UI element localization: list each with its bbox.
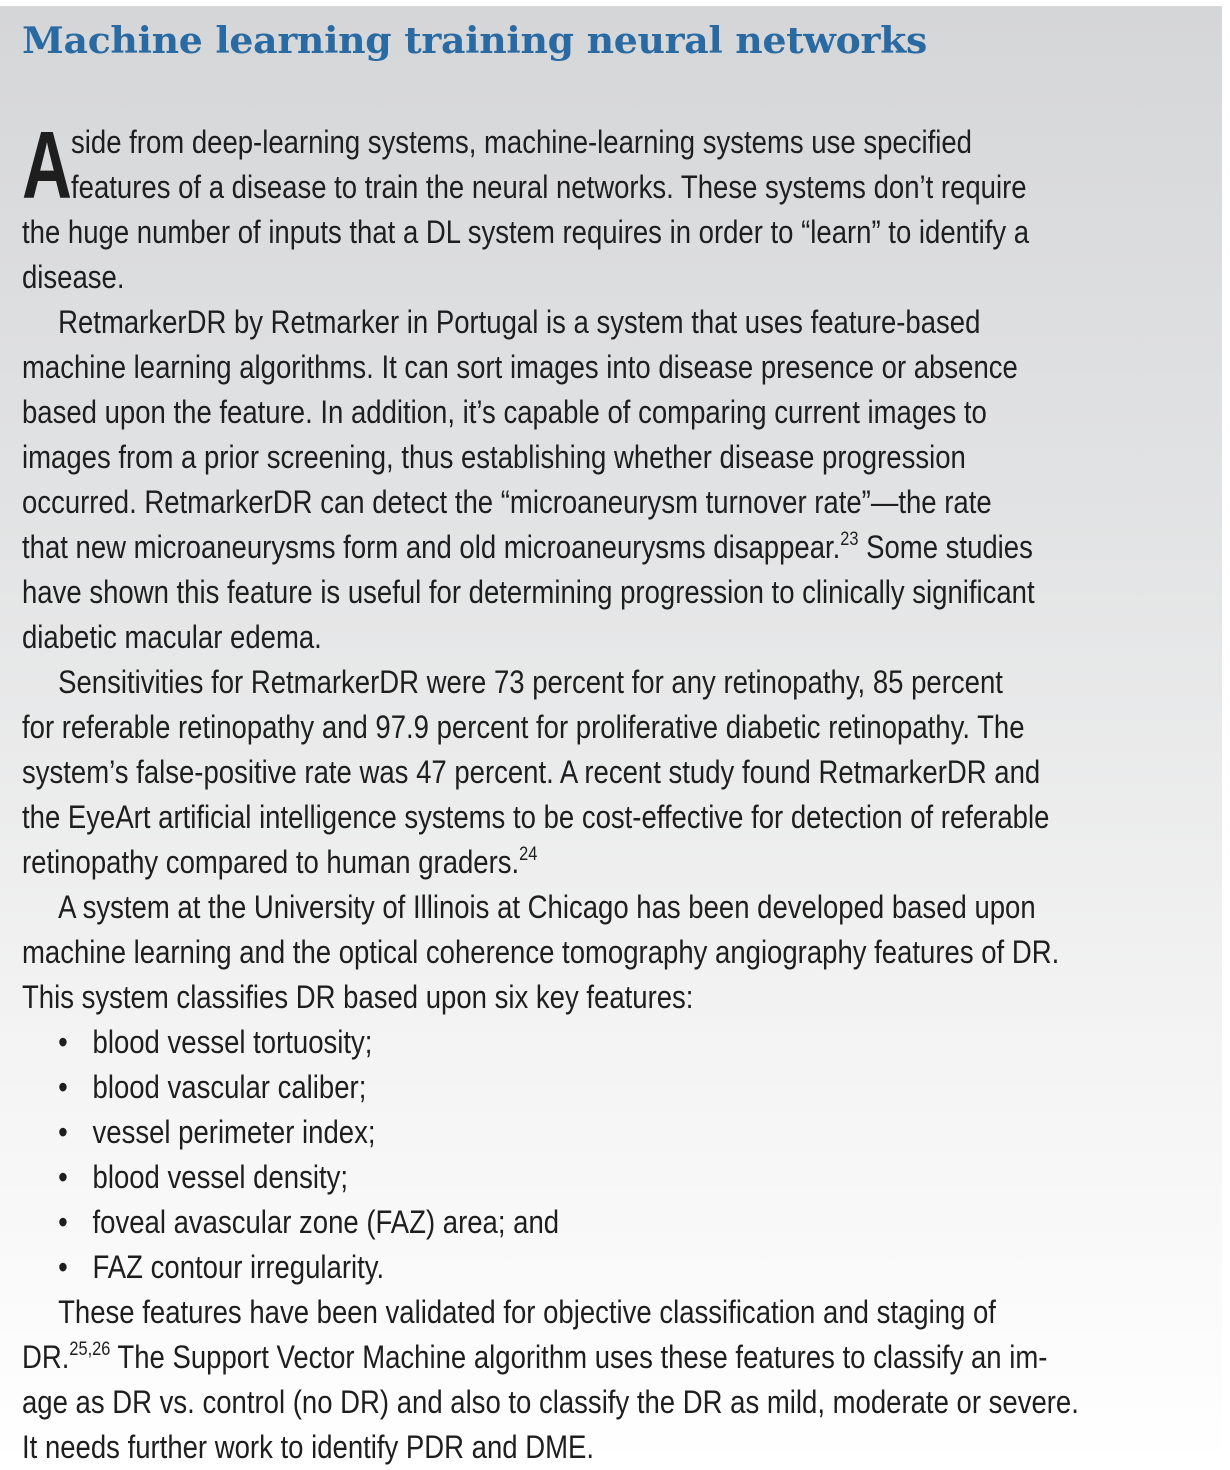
- bullet-icon: •: [58, 1069, 68, 1105]
- drop-cap: A: [22, 112, 72, 219]
- article-body: [22, 112, 1207, 1470]
- text-line: age as DR vs. control (no DR) and also to classify the DR as mild, moderate or severe.: [22, 1384, 1079, 1420]
- bullet-icon: •: [58, 1024, 68, 1060]
- paragraph-5: [22, 1290, 1207, 1470]
- text-line: the huge number of inputs that a DL system requires in order to “learn” to identify a: [22, 214, 1030, 250]
- text-line: machine learning algorithms. It can sort images into disease presence or absence: [22, 349, 1018, 385]
- text-line: [22, 840, 1041, 885]
- feature-list: [22, 1020, 1207, 1290]
- text-line: diabetic macular edema.: [22, 619, 322, 655]
- bullet-icon: •: [58, 1204, 68, 1240]
- text-line: machine learning and the optical coherence tomography angiography features of DR.: [22, 934, 1060, 970]
- text-segment: retinopathy compared to human graders.: [22, 844, 520, 880]
- list-item: [22, 1020, 1041, 1065]
- list-item: [22, 1245, 1041, 1290]
- list-item-text: blood vascular caliber;: [92, 1069, 367, 1105]
- paragraph-4: [22, 885, 1207, 1020]
- paragraph-1: [22, 112, 1207, 300]
- list-item-text: FAZ contour irregularity.: [92, 1249, 385, 1285]
- text-line: A system at the University of Illinois at Chicago has been developed based upon: [58, 889, 1036, 925]
- text-segment: DR.: [22, 1339, 70, 1375]
- text-segment: Some studies: [858, 529, 1033, 565]
- bullet-icon: •: [58, 1114, 68, 1150]
- paragraph-2: [22, 300, 1207, 660]
- text-line: features of a disease to train the neural networks. These systems don’t require: [71, 169, 1027, 205]
- text-line: have shown this feature is useful for determining progression to clinically significant: [22, 574, 1035, 610]
- text-segment: The Support Vector Machine algorithm uses these features to classify an im-: [110, 1339, 1048, 1375]
- text-line: for referable retinopathy and 97.9 percent for proliferative diabetic retinopathy. The: [22, 709, 1025, 745]
- list-item: [22, 1155, 1041, 1200]
- reference-24[interactable]: 24: [519, 844, 538, 865]
- text-line: images from a prior screening, thus establishing whether disease progression: [22, 439, 966, 475]
- list-item: [22, 1065, 1041, 1110]
- text-segment: that new microaneurysms form and old microaneurysms disappear.: [22, 529, 841, 565]
- text-line: This system classifies DR based upon six key features:: [22, 979, 694, 1015]
- list-item-text: vessel perimeter index;: [92, 1114, 376, 1150]
- reference-25-26[interactable]: 25,26: [69, 1339, 111, 1360]
- text-line: RetmarkerDR by Retmarker in Portugal is a system that uses feature-based: [58, 304, 981, 340]
- text-line: These features have been validated for objective classification and staging of: [58, 1294, 996, 1330]
- text-line: side from deep-learning systems, machine-learning systems use specified: [71, 124, 972, 160]
- text-line: system’s false-positive rate was 47 percent. A recent study found RetmarkerDR and: [22, 754, 1041, 790]
- text-line: [22, 1335, 1048, 1380]
- text-line: the EyeArt artificial intelligence systems to be cost-effective for detection of referable: [22, 799, 1050, 835]
- text-line: [22, 525, 1041, 570]
- sidebar-title: Machine learning training neural networks: [22, 20, 927, 62]
- list-item-text: foveal avascular zone (FAZ) area; and: [92, 1204, 560, 1240]
- list-item: [22, 1200, 1041, 1245]
- bullet-icon: •: [58, 1249, 68, 1285]
- text-line: occurred. RetmarkerDR can detect the “microaneurysm turnover rate”—the rate: [22, 484, 992, 520]
- list-item-text: blood vessel density;: [92, 1159, 348, 1195]
- paragraph-3: [22, 660, 1207, 885]
- sidebar-box: [0, 6, 1222, 1465]
- list-item: [22, 1110, 1041, 1155]
- reference-23[interactable]: 23: [840, 529, 859, 550]
- text-line: It needs further work to identify PDR and DME.: [22, 1429, 595, 1465]
- bullet-icon: •: [58, 1159, 68, 1195]
- text-line: based upon the feature. In addition, it’s capable of comparing current images to: [22, 394, 987, 430]
- text-line: Sensitivities for RetmarkerDR were 73 percent for any retinopathy, 85 percent: [58, 664, 1003, 700]
- list-item-text: blood vessel tortuosity;: [92, 1024, 373, 1060]
- text-line: disease.: [22, 259, 125, 295]
